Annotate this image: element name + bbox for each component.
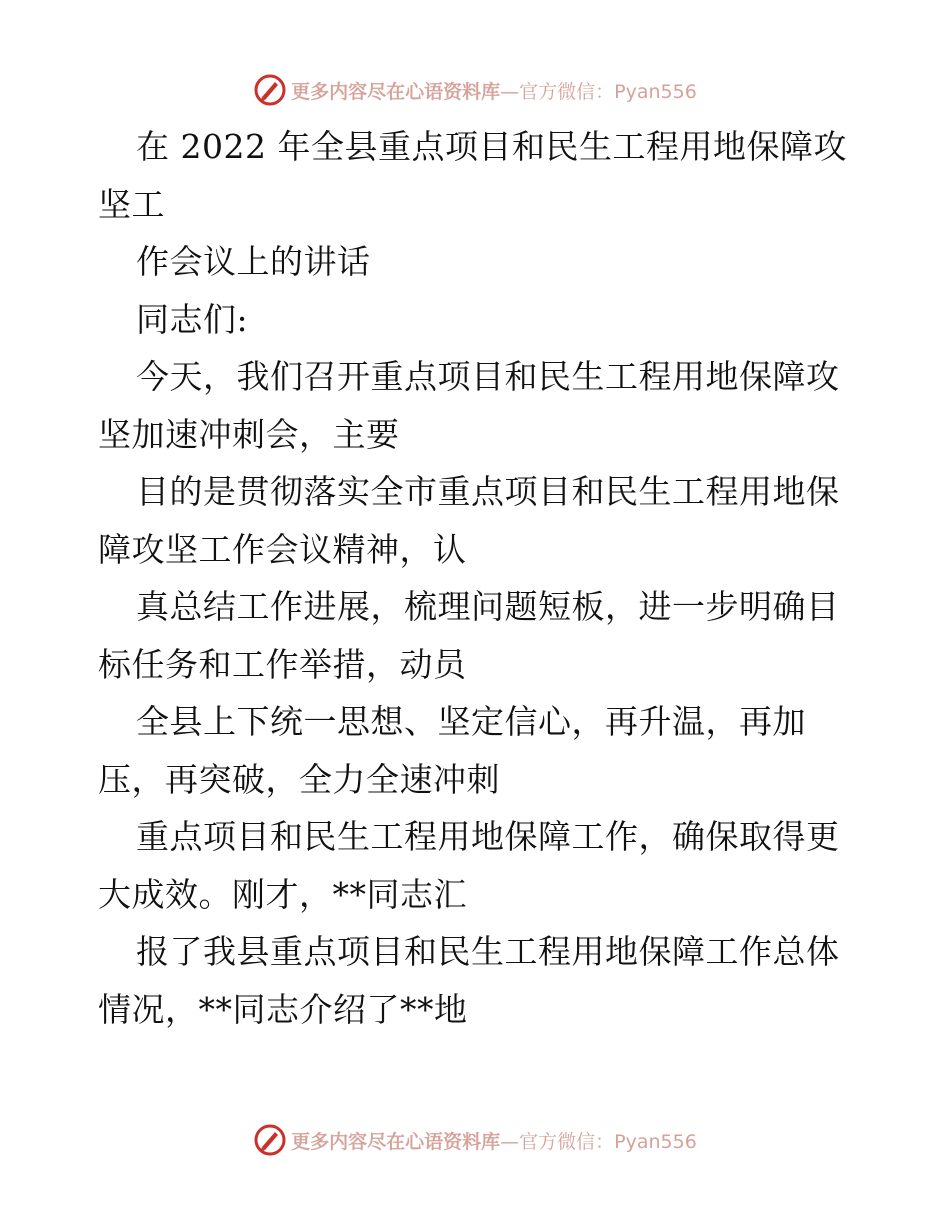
document-body [98,118,858,1038]
watermark-sub-text: —官方微信：Pyan556 [500,1130,697,1153]
watermark-main-text: 更多内容尽在心语资料库 [291,1130,501,1153]
title-line-3: 作会议上的讲话 [136,242,371,281]
paragraph-line: 障攻坚工作会议精神，认 [98,529,467,569]
paragraph-line: 真总结工作进展，梳理问题短板，进一步明确目 [136,587,840,626]
pen-logo-icon [253,1123,287,1157]
pen-logo-icon [253,73,287,107]
watermark-main-text: 更多内容尽在心语资料库 [291,80,501,103]
paragraph-line: 今天，我们召开重点项目和民生工程用地保障攻 [136,357,840,396]
paragraph-line: 全县上下统一思想、坚定信心，再升温，再加 [136,702,806,741]
paragraph-line: 大成效。刚才，**同志汇 [98,874,467,914]
paragraph-line: 情况，**同志介绍了**地 [98,989,468,1029]
title-line-2: 坚工 [98,184,165,224]
paragraph-line: 压，再突破，全力全速冲刺 [98,759,500,799]
paragraph-line: 报了我县重点项目和民生工程用地保障工作总体 [136,932,840,971]
paragraph-line: 坚加速冲刺会，主要 [98,414,400,454]
watermark-sub-text: —官方微信：Pyan556 [500,80,697,103]
header-watermark [0,70,950,110]
footer-watermark [0,1120,950,1160]
salutation: 同志们: [136,299,249,339]
paragraph-line: 标任务和工作举措，动员 [98,644,467,684]
paragraph-line: 目的是贯彻落实全市重点项目和民生工程用地保 [136,472,840,511]
title-line-1: 在 2022 年全县重点项目和民生工程用地保障攻 [136,127,847,166]
paragraph-line: 重点项目和民生工程用地保障工作，确保取得更 [136,817,840,856]
